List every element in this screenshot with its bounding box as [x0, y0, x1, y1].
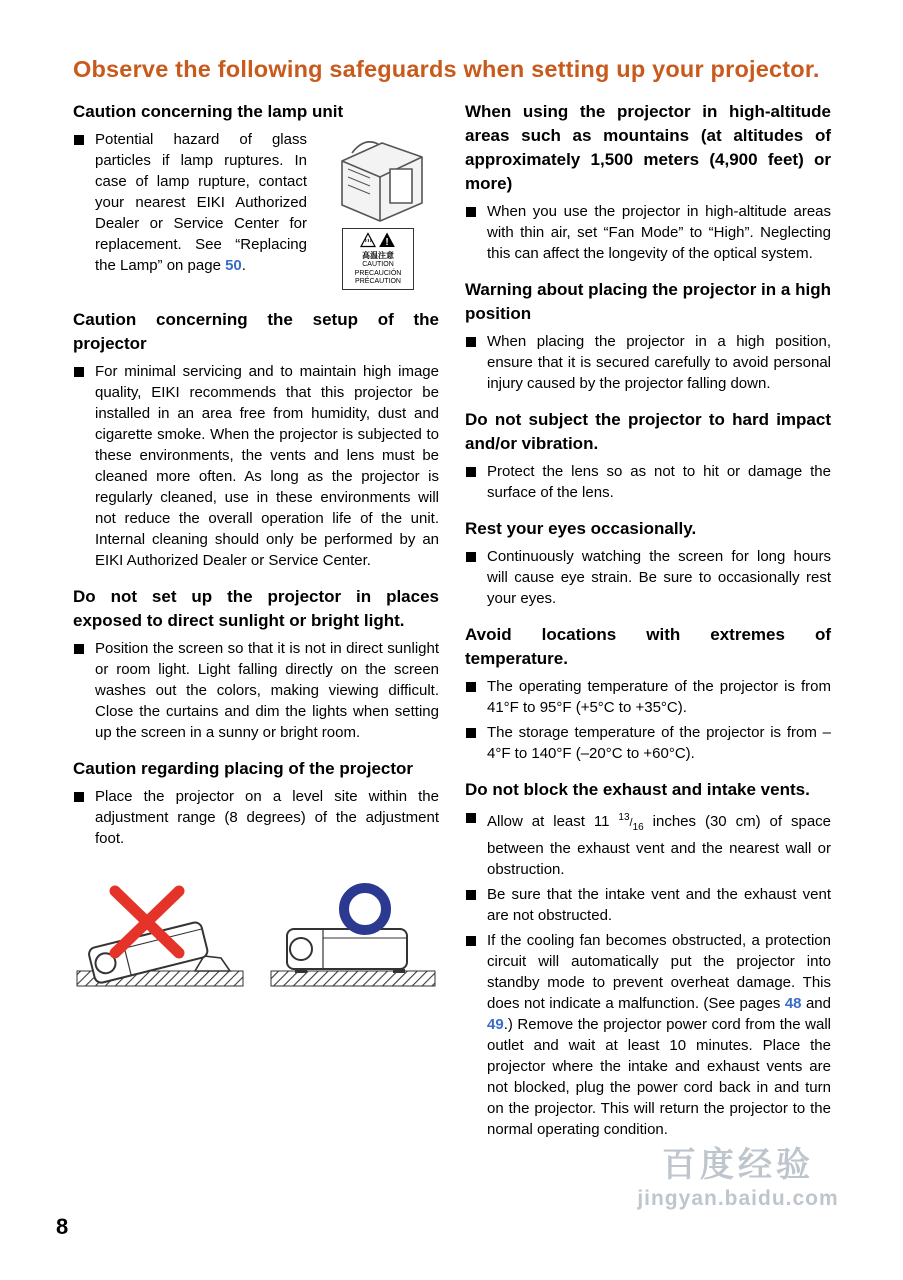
projector-placement-illustration [75, 867, 437, 999]
bullet-text: The storage temperature of the projector is from –4°F to 140°F (–20°C to +60°C). [487, 724, 831, 762]
bullet-marker [74, 367, 84, 377]
bullet-item [465, 722, 831, 764]
section-heading: Do not set up the projector in places exposed to direct sunlight or bright light. [73, 586, 439, 630]
lamp-unit-drawing [322, 129, 434, 225]
blue-circle-mark [344, 888, 386, 930]
section-heading: Avoid locations with extremes of temperature. [465, 625, 831, 668]
bullet-text: Place the projector on a level site within the adjustment range (8 degrees) of the adjustment foot. [95, 787, 439, 847]
bullet-item [73, 129, 439, 294]
page-link-49[interactable]: 49 [487, 1016, 504, 1033]
caution-label-line: PRÉCAUTION [355, 278, 401, 285]
bullet-text: When you use the projector in high-altitude areas with thin air, set “Fan Mode” to “High”. Neglecting this can affect the longevity of the optical system. [487, 203, 831, 262]
section-heading: Warning about placing the projector in a high position [465, 280, 831, 323]
section-impact-vibration [465, 408, 831, 503]
bullet-marker [466, 552, 476, 562]
page-link-48[interactable]: 48 [784, 995, 802, 1012]
section-high-altitude [465, 100, 831, 264]
placement-figure [73, 867, 439, 1004]
bullet-item [73, 638, 439, 743]
bullet-text: For minimal servicing and to maintain high image quality, EIKI recommends that this projector be installed in an area free from humidity, dust and cigarette smoke. When the projector is subjected to these environments, the vents and lens must be cleaned more often. As long as the projector is regularly cleaned, use in these environments will not reduce the overall operation life of the unit. Internal cleaning should only be performed by an EIKI Authorized Dealer or Service Center. [95, 362, 439, 569]
bullet-text: Continuously watching the screen for long hours will cause eye strain. Be sure to occasionally rest your eyes. [487, 548, 831, 607]
bullet-marker [466, 207, 476, 217]
bullet-marker [466, 890, 476, 900]
page-link-50[interactable]: 50 [225, 257, 242, 274]
bullet-text: Be sure that the intake vent and the exhaust vent are not obstructed. [487, 886, 831, 924]
page-number: 8 [56, 1214, 69, 1239]
paragraph-text: .) Remove the projector power cord from the wall outlet and wait at least 10 minutes. Place the projector where the intake and exhaust vents are not blocked, plug the power cord back in and turn on the projector. This will return the projector to the normal operating condition. [487, 1016, 831, 1138]
bullet-marker [466, 936, 476, 946]
paragraph-text: Allow at least 11 [487, 813, 619, 830]
bullet-item [465, 461, 831, 503]
bullet-item [465, 884, 831, 926]
watermark-url: jingyan.baidu.com [637, 1187, 839, 1210]
bullet-text: When placing the projector in a high position, ensure that it is secured carefully to avoid personal injury caused by the projector falling down. [487, 333, 831, 392]
section-heading: Caution concerning the lamp unit [73, 102, 344, 121]
bullet-marker [74, 644, 84, 654]
bullet-marker [466, 728, 476, 738]
left-column [73, 100, 439, 1004]
caution-label-line: PRECAUCIÓN [354, 269, 402, 277]
two-column-layout [73, 100, 831, 1144]
hot-surface-icon [361, 234, 375, 247]
bullet-marker [74, 135, 84, 145]
watermark [612, 1144, 864, 1212]
bullet-item [73, 361, 439, 571]
bullet-item [465, 930, 831, 1140]
section-heading: Caution concerning the setup of the projector [73, 309, 439, 353]
section-placing [73, 757, 439, 1004]
projector-level-figure [271, 888, 435, 986]
bullet-text [487, 807, 831, 880]
section-heading: When using the projector in high-altitude areas such as mountains (at altitudes of approximately 1,500 meters (4,900 feet) or more) [465, 102, 831, 193]
bullet-marker [466, 813, 476, 823]
watermark-logo-text: 百度经验 [662, 1146, 814, 1184]
bullet-item [465, 331, 831, 394]
bullet-marker [466, 467, 476, 477]
caution-label [342, 228, 414, 290]
bullet-text: The operating temperature of the projector is from 41°F to 95°F (+5°C to +35°C). [487, 678, 831, 716]
section-heading: Caution regarding placing of the projector [73, 758, 414, 778]
section-lamp-unit [73, 100, 439, 294]
section-setup-caution [73, 308, 439, 571]
paragraph-text: inches (30 cm) of space between the exhaust vent and the nearest wall or obstruction. [487, 813, 832, 878]
section-rest-eyes [465, 517, 831, 609]
bullet-text: Position the screen so that it is not in direct sunlight or room light. Light falling directly on the screen washes out the colors, making viewing difficult. Close the curtains and dim the lights when setting up the screen in a sunny or bright room. [95, 639, 439, 741]
bullet-item [73, 786, 439, 849]
bullet-text [95, 129, 439, 294]
section-temperature [465, 623, 831, 764]
section-heading: Do not block the exhaust and intake vents. [465, 780, 810, 799]
bullet-item [465, 676, 831, 718]
bullet-text [487, 930, 831, 1140]
bullet-item [465, 546, 831, 609]
bullet-item [465, 807, 831, 880]
paragraph-text: If the cooling fan becomes obstructed, a protection circuit will automatically put the projector into standby mode to prevent overheat damage. This does not indicate a malfunction. (See pages [487, 932, 831, 1012]
right-column [465, 100, 831, 1144]
section-heading: Rest your eyes occasionally. [465, 519, 697, 538]
paragraph-text: Potential hazard of glass particles if lamp ruptures. In case of lamp rupture, contact your nearest EIKI Authorized Dealer or Service Center for replacement. See “Replacing the Lamp” on page [95, 131, 307, 274]
section-sunlight [73, 585, 439, 743]
bullet-marker [74, 792, 84, 802]
paragraph-text: . [241, 257, 246, 274]
fraction-slash: / [629, 817, 633, 829]
paragraph-text: and [801, 995, 831, 1012]
lamp-unit-figure [317, 129, 439, 290]
manual-page [73, 54, 831, 1144]
section-vents [465, 778, 831, 1140]
page-title: Observe the following safeguards when setting up your projector. [73, 56, 820, 82]
fraction-numerator: 13 [618, 812, 630, 823]
svg-text:!: ! [385, 237, 389, 248]
warning-triangle-icons [360, 232, 396, 248]
fraction-denominator: 16 [632, 822, 644, 833]
bullet-item [465, 201, 831, 264]
exclamation-warning-icon [380, 234, 394, 249]
section-high-position [465, 278, 831, 394]
bullet-marker [466, 682, 476, 692]
bullet-marker [466, 337, 476, 347]
bullet-text: Protect the lens so as not to hit or damage the surface of the lens. [487, 463, 831, 501]
section-heading: Do not subject the projector to hard impact and/or vibration. [465, 410, 831, 453]
projector-tilted-figure [77, 891, 243, 986]
caution-label-line: CAUTION [362, 261, 394, 268]
caution-label-line: 高温注意 [362, 251, 394, 260]
